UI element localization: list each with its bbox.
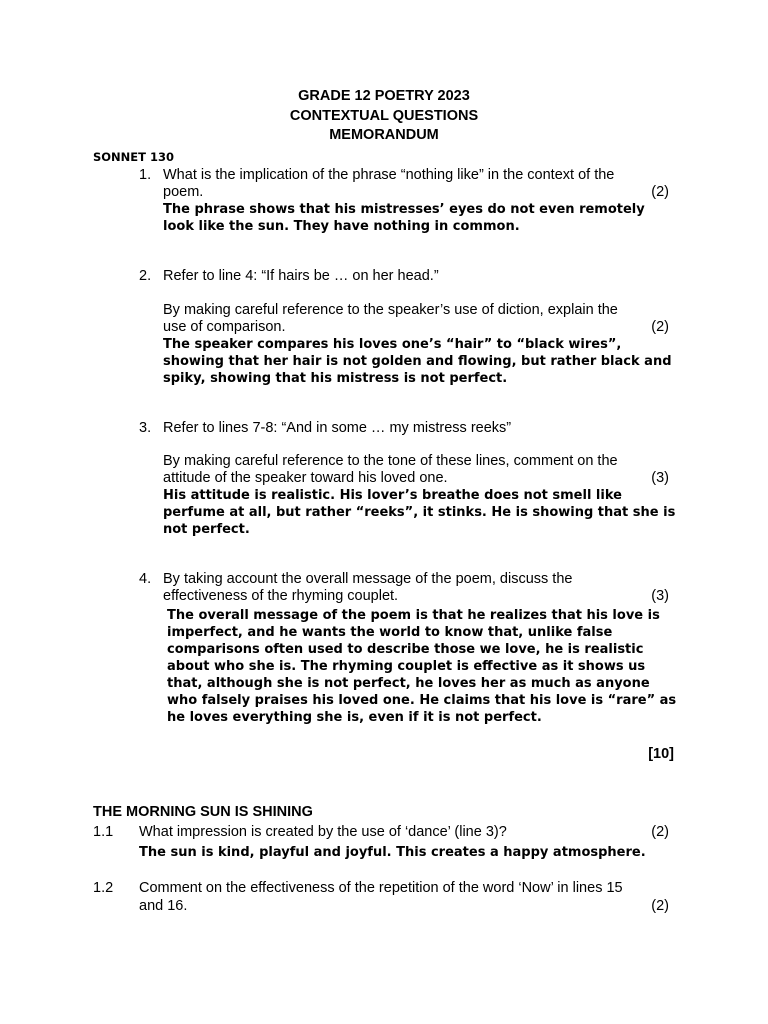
answer-line: spiky, showing that his mistress is not perfect. bbox=[163, 371, 508, 386]
question-marks: (2) bbox=[651, 824, 669, 840]
answer-line: The speaker compares his loves one’s “hair” to “black wires”, bbox=[163, 337, 622, 352]
question-marks: (2) bbox=[651, 319, 669, 335]
answer-line: comparisons often used to describe those we love, he is realistic bbox=[167, 642, 644, 657]
answer-line: perfume at all, but rather “reeks”, it stinks. He is showing that she is bbox=[163, 505, 676, 520]
section-total: [10] bbox=[648, 746, 674, 762]
section-title-morning-sun: THE MORNING SUN IS SHINING bbox=[93, 804, 313, 820]
answer-line: that, although she is not perfect, he loves her as much as anyone bbox=[167, 676, 650, 691]
question-text: By making careful reference to the tone of these lines, comment on the bbox=[163, 453, 618, 469]
answer-line: not perfect. bbox=[163, 522, 250, 537]
answer-line: about who she is. The rhyming couplet is effective as it shows us bbox=[167, 659, 646, 674]
question-marks: (2) bbox=[651, 898, 669, 914]
question-text: attitude of the speaker toward his loved one. bbox=[163, 470, 448, 486]
question-marks: (2) bbox=[651, 184, 669, 200]
question-text: By making careful reference to the speaker’s use of diction, explain the bbox=[163, 302, 618, 318]
question-marks: (3) bbox=[651, 470, 669, 486]
answer-line: imperfect, and he wants the world to know that, unlike false bbox=[167, 625, 613, 640]
question-reference: Refer to lines 7-8: “And in some … my mistress reeks” bbox=[163, 420, 512, 436]
question-marks: (3) bbox=[651, 588, 669, 604]
question-number: 4. bbox=[139, 571, 152, 587]
question-text: What impression is created by the use of ‘dance’ (line 3)? bbox=[139, 824, 507, 840]
question-text: What is the implication of the phrase “nothing like” in the context of the bbox=[163, 167, 615, 183]
answer-line: he loves everything she is, even if it is not perfect. bbox=[167, 710, 542, 725]
question-number: 1. bbox=[139, 167, 152, 183]
doc-title: GRADE 12 POETRY 2023 bbox=[298, 88, 470, 104]
section-title-sonnet-130: SONNET 130 bbox=[93, 150, 175, 164]
answer-line: His attitude is realistic. His lover’s breathe does not smell like bbox=[163, 488, 622, 503]
question-number: 1.1 bbox=[93, 824, 114, 840]
doc-type: MEMORANDUM bbox=[329, 127, 439, 143]
answer-line: who falsely praises his loved one. He claims that his love is “rare” as bbox=[167, 693, 677, 708]
answer-line: look like the sun. They have nothing in common. bbox=[163, 219, 520, 234]
question-text: poem. bbox=[163, 184, 204, 200]
answer-line: showing that her hair is not golden and flowing, but rather black and bbox=[163, 354, 672, 369]
question-number: 2. bbox=[139, 268, 152, 284]
doc-subtitle: CONTEXTUAL QUESTIONS bbox=[289, 108, 479, 124]
answer-line: The phrase shows that his mistresses’ eyes do not even remotely bbox=[163, 202, 645, 217]
question-text: effectiveness of the rhyming couplet. bbox=[163, 588, 399, 604]
question-text: Comment on the effectiveness of the repetition of the word ‘Now’ in lines 15 bbox=[139, 880, 623, 896]
question-number: 3. bbox=[139, 420, 152, 436]
answer-line: The sun is kind, playful and joyful. This creates a happy atmosphere. bbox=[139, 845, 646, 860]
question-text: use of comparison. bbox=[163, 319, 286, 335]
question-number: 1.2 bbox=[93, 880, 114, 896]
answer-line: The overall message of the poem is that he realizes that his love is bbox=[167, 608, 660, 623]
question-reference: Refer to line 4: “If hairs be … on her head.” bbox=[163, 268, 439, 284]
question-text: and 16. bbox=[139, 898, 188, 914]
question-text: By taking account the overall message of the poem, discuss the bbox=[163, 571, 573, 587]
